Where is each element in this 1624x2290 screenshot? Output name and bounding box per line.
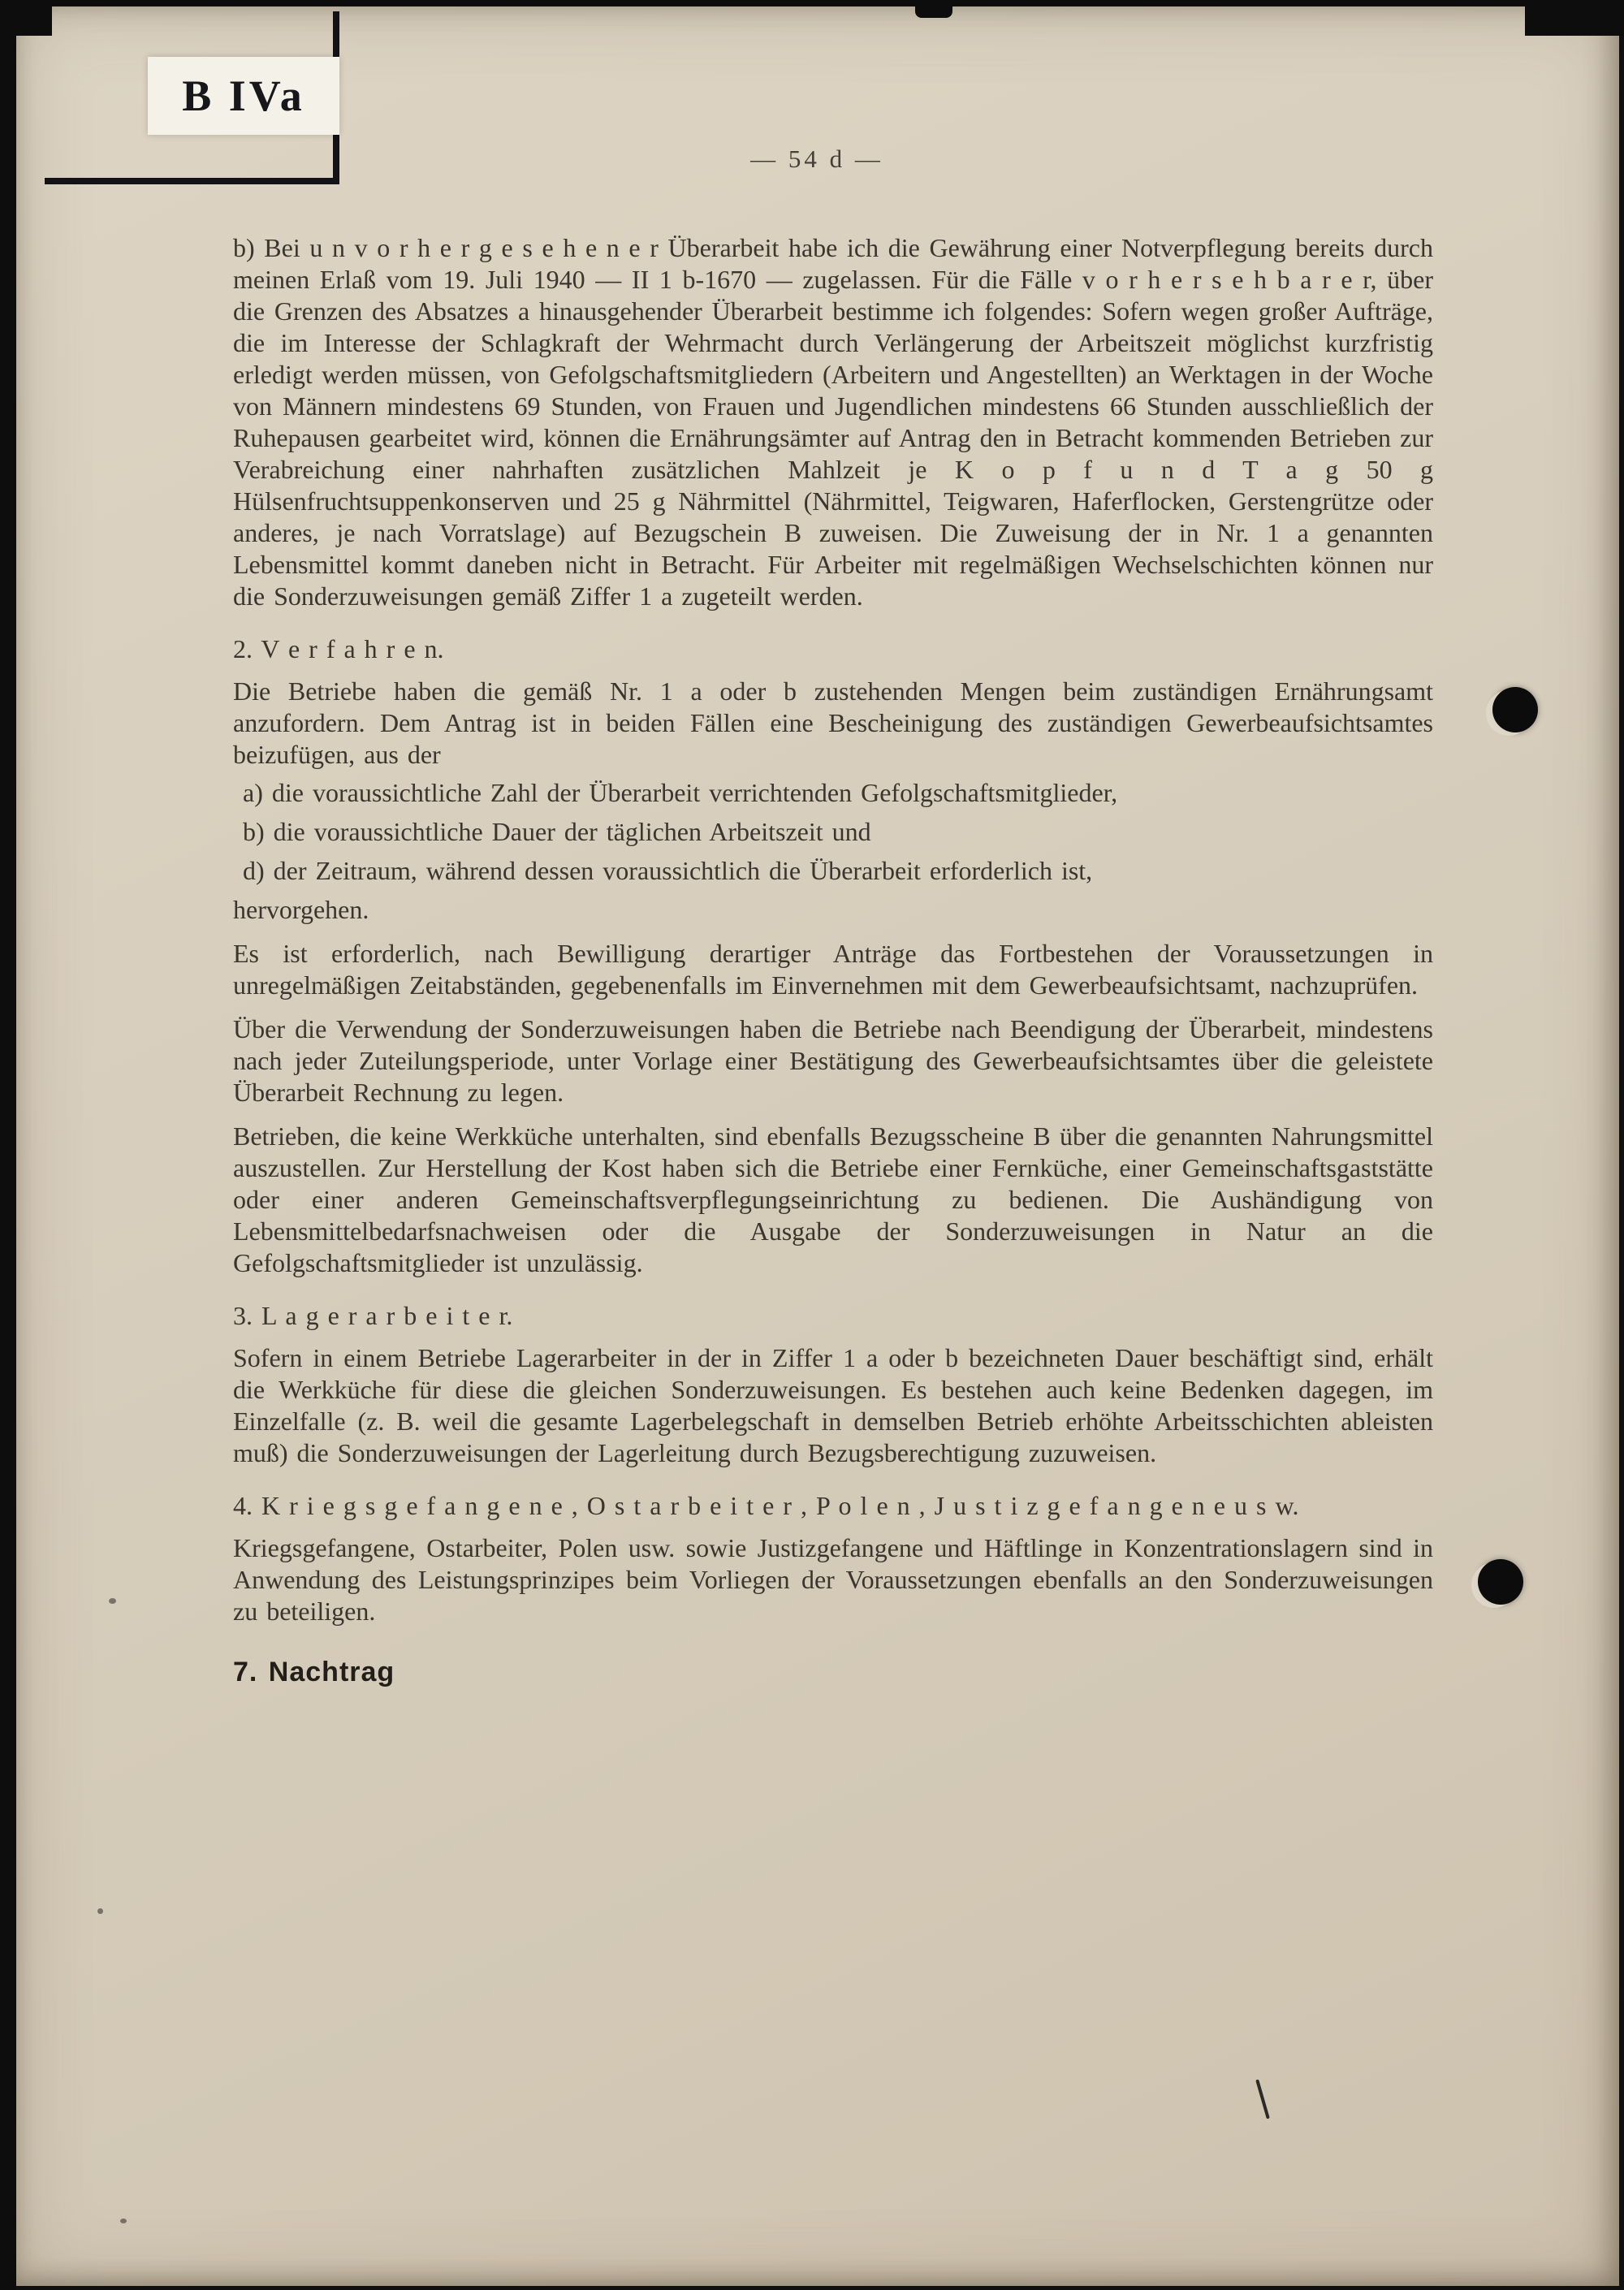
- section-3-paragraph: Sofern in einem Betriebe Lagerarbeiter in der in Ziffer 1 a oder b bezeichneten Dauer beschäftigt sind, erhält die Werkküche für diese die gleichen Sonderzuweisungen. Es bestehen auch keine Bedenken dagegen, im Einzelfalle (z. B. weil die gesamte Lagerbelegschaft in demselben Betrieb erhöhte Arbeitsschichten ableisten muß) die Sonderzuweisungen der Lagerleitung durch Bezugsberechtigung zuzuweisen.: [233, 1343, 1433, 1467]
- list-item-d: d) der Zeitraum, während dessen voraussichtlich die Überarbeit erforderlich ist,: [243, 856, 1093, 885]
- page-number: — 54 d —: [750, 145, 883, 173]
- section-3-heading: 3. L a g e r a r b e i t e r.: [233, 1301, 513, 1330]
- list-outro: hervorgehen.: [233, 895, 369, 924]
- corner-label: B IVa: [182, 71, 305, 120]
- footer-note: 7. Nachtrag: [233, 1657, 395, 1687]
- list-item-a: a) die voraussichtliche Zahl der Überarbeit verrichtenden Gefolgschaftsmitglieder,: [243, 778, 1118, 807]
- section-4-heading: 4. K r i e g s g e f a n g e n e , O s t a r b e i t e r , P o l e n , J u s t i z g e f a n g e n e u s w.: [233, 1491, 1299, 1520]
- section-2-heading: 2. V e r f a h r e n.: [233, 634, 444, 663]
- paragraph-b: b) Bei u n v o r h e r g e s e h e n e r Überarbeit habe ich die Gewährung einer Notverpflegung bereits durch meinen Erlaß vom 19. Juli 1940 — II 1 b-1670 — zugelassen. Für die Fälle v o r h e r s e h b a r e r, über die Grenzen des Absatzes a hinausgehender Überarbeit bestimme ich folgendes: Sofern wegen großer Aufträge, die im Interesse der Schlagkraft der Wehrmacht durch Verlängerung der Arbeitszeit möglichst kurzfristig erledigt werden müssen, von Gefolgschaftsmitgliedern (Arbeitern und Angestellten) an Werktagen in der Woche von Männern mindestens 69 Stunden, von Frauen und Jugendlichen mindestens 66 Stunden ausschließlich der Ruhepausen gearbeitet wird, können die Ernährungsämter auf Antrag den in Betracht kommenden Betrieben zur Verabreichung einer nahrhaften zusätzlichen Mahlzeit je K o p f u n d T a g 50 g Hülsenfruchtsuppenkonserven und 25 g Nährmittel (Nährmittel, Teigwaren, Haferflocken, Gerstengrütze oder anderes, je nach Vorratslage) auf Bezugschein B zuweisen. Die Zuweisung der in Nr. 1 a genannten Lebensmittel kommt daneben nicht in Betracht. Für Arbeiter mit regelmäßigen Wechselschichten können nur die Sonderzuweisungen gemäß Ziffer 1 a zugeteilt werden.: [233, 233, 1433, 611]
- section-2-paragraph-pruefung: Es ist erforderlich, nach Bewilligung derartiger Anträge das Fortbestehen der Voraussetzungen in unregelmäßigen Zeitabständen, gegebenenfalls im Einvernehmen mit dem Gewerbeaufsichtsamt, nachzuprüfen.: [233, 939, 1433, 1000]
- scan-corner-top-left: [0, 0, 52, 36]
- paper-speck: [120, 2219, 127, 2223]
- document-body: [233, 232, 1433, 1688]
- section-2-paragraph-rechnung: Über die Verwendung der Sonderzuweisungen haben die Betriebe nach Beendigung der Überarbeit, mindestens nach jeder Zuteilungsperiode, unter Vorlage einer Bestätigung des Gewerbeaufsichtsamtes über die geleistete Überarbeit Rechnung zu legen.: [233, 1014, 1433, 1107]
- scan-corner-top-right: [1525, 0, 1624, 36]
- list-item-b: b) die voraussichtliche Dauer der täglichen Arbeitszeit und: [243, 817, 871, 846]
- paper-speck: [97, 1908, 103, 1914]
- paper-speck: [109, 1598, 116, 1604]
- punch-hole-top: [1492, 687, 1538, 732]
- punch-hole-bottom: [1478, 1559, 1523, 1605]
- section-4-paragraph: Kriegsgefangene, Ostarbeiter, Polen usw. sowie Justizgefangene und Häftlinge in Konzentrationslagern sind in Anwendung des Leistungsprinzipes beim Vorliegen der Voraussetzungen ebenfalls an den Sonderzuweisungen zu beteiligen.: [233, 1533, 1433, 1626]
- scan-nick-top: [915, 0, 952, 18]
- section-2-intro: Die Betriebe haben die gemäß Nr. 1 a oder b zustehenden Mengen beim zuständigen Ernährungsamt anzufordern. Dem Antrag ist in beiden Fällen eine Bescheinigung des zuständigen Gewerbeaufsichtsamtes beizufügen, aus der: [233, 676, 1433, 769]
- scan-edge-left: [0, 0, 16, 2290]
- corner-label-box: [148, 57, 339, 135]
- section-2-paragraph-werkkueche: Betrieben, die keine Werkküche unterhalten, sind ebenfalls Bezugsscheine B über die genannten Nahrungsmittel auszustellen. Zur Herstellung der Kost haben sich die Betriebe einer Fernküche, einer Gemeinschaftsgaststätte oder einer anderen Gemeinschaftsverpflegungseinrichtung zu bedienen. Die Aushändigung von Lebensmittelbedarfsnachweisen oder die Ausgabe der Sonderzuweisungen in Natur an die Gefolgschaftsmitglieder ist unzulässig.: [233, 1121, 1433, 1277]
- corner-label-rule-horizontal: [45, 178, 339, 184]
- scan-edge-top: [0, 0, 1624, 6]
